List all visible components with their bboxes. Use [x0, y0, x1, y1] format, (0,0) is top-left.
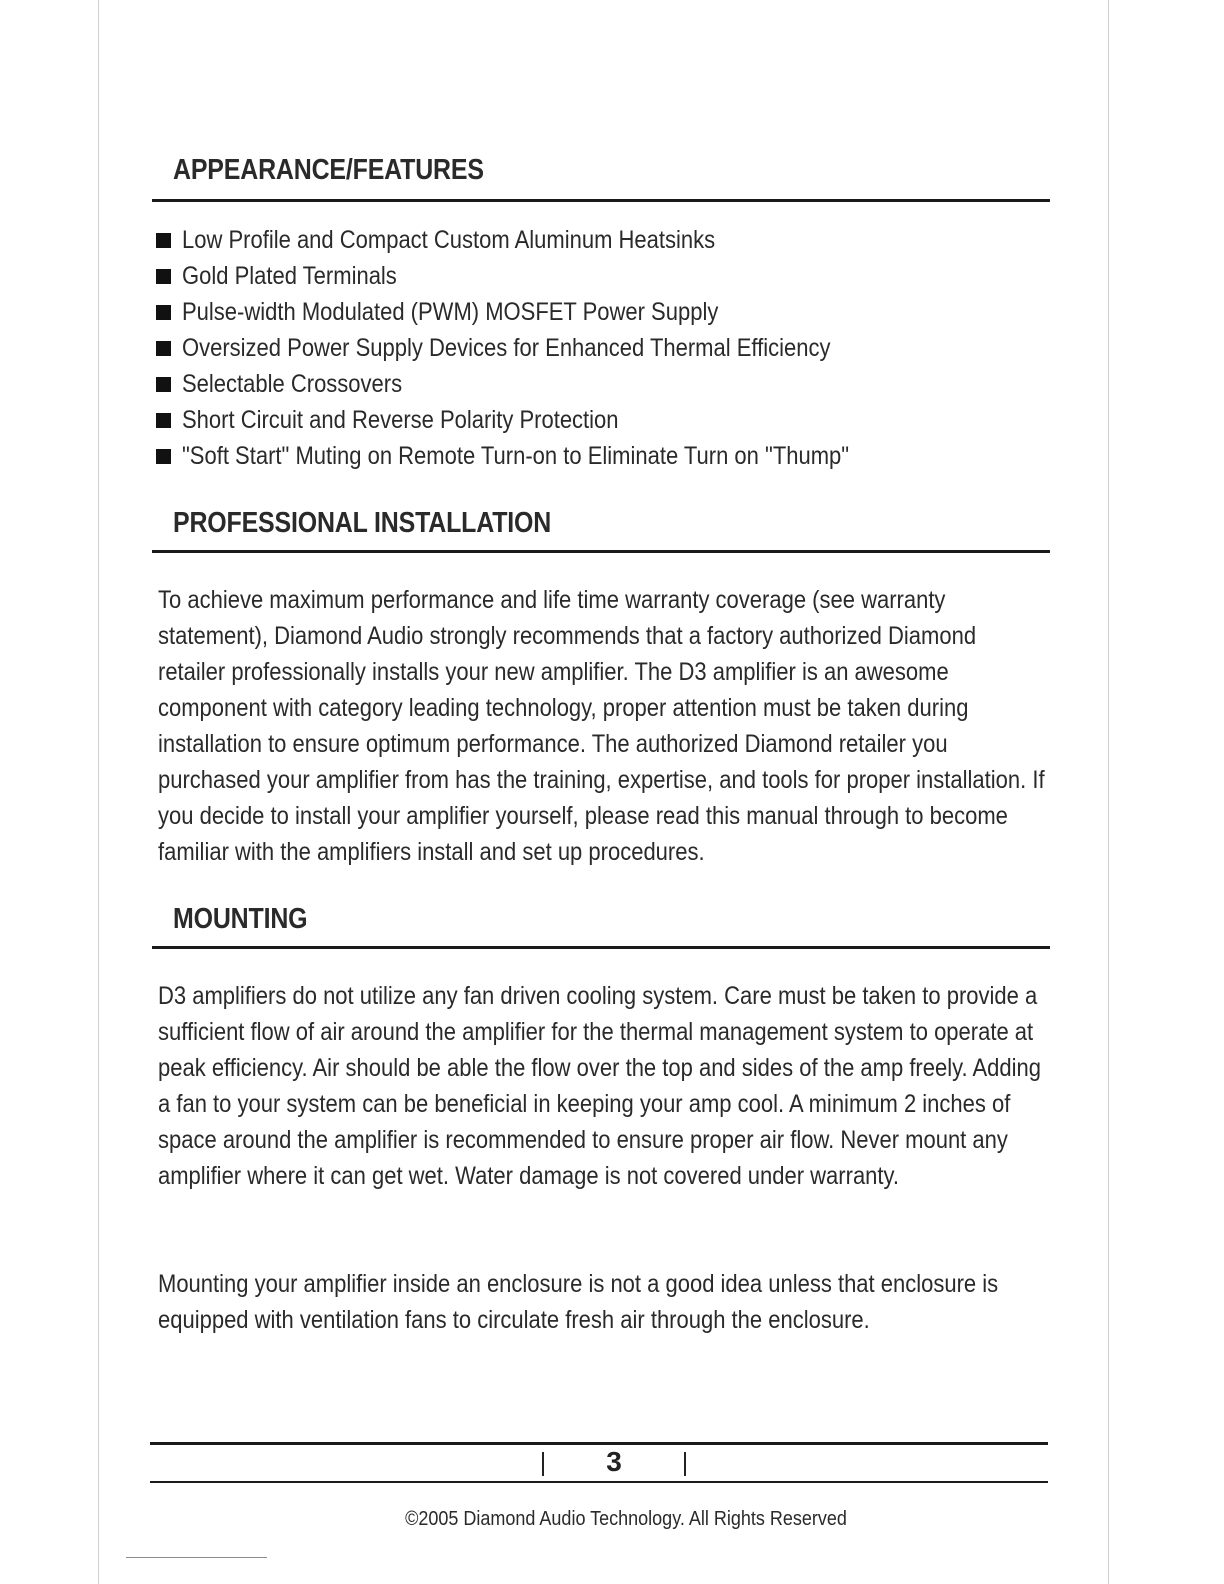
square-bullet-icon	[156, 269, 171, 284]
feature-item	[156, 438, 940, 474]
installation-rule	[152, 550, 1050, 553]
square-bullet-icon	[156, 305, 171, 320]
mounting-heading: MOUNTING	[173, 903, 308, 935]
page-number-divider-left	[542, 1452, 544, 1476]
square-bullet-icon	[156, 233, 171, 248]
feature-text: Selectable Crossovers	[182, 369, 403, 398]
square-bullet-icon	[156, 341, 171, 356]
feature-text: Low Profile and Compact Custom Aluminum Heatsinks	[182, 225, 716, 254]
feature-list	[156, 222, 940, 474]
feature-text: Pulse-width Modulated (PWM) MOSFET Power Supply	[182, 297, 719, 326]
copyright-notice: ©2005 Diamond Audio Technology. All Rights Reserved	[405, 1508, 847, 1530]
feature-item	[156, 366, 940, 402]
feature-item	[156, 222, 940, 258]
installation-paragraph: To achieve maximum performance and life time warranty coverage (see warranty statement), Diamond Audio strongly recommends that a factory authorized Diamond retailer professionally installs your new amplifier. The D3 amplifier is an awesome component with category leading technology, proper attention must be taken during installation to ensure optimum performance. The authorized Diamond retailer you purchased your amplifier from has the training, expertise, and tools for proper installation. If you decide to install your amplifier yourself, please read this manual through to become familiar with the amplifiers install and set up procedures.	[158, 586, 1045, 866]
square-bullet-icon	[156, 449, 171, 464]
mounting-rule	[152, 946, 1050, 949]
page-border-right	[1108, 0, 1109, 1584]
mounting-paragraph-2: Mounting your amplifier inside an enclosure is not a good idea unless that enclosure is equipped with ventilation fans to circulate fresh air through the enclosure.	[158, 1270, 999, 1334]
feature-text: Oversized Power Supply Devices for Enhanced Thermal Efficiency	[182, 333, 831, 362]
page-number-divider-right	[684, 1452, 686, 1476]
footer-rule-bottom	[150, 1481, 1048, 1483]
installation-heading: PROFESSIONAL INSTALLATION	[173, 507, 552, 539]
feature-item	[156, 258, 940, 294]
feature-item	[156, 330, 940, 366]
square-bullet-icon	[156, 413, 171, 428]
feature-text: "Soft Start" Muting on Remote Turn-on to Eliminate Turn on "Thump"	[182, 441, 850, 470]
feature-text: Gold Plated Terminals	[182, 261, 397, 290]
feature-text: Short Circuit and Reverse Polarity Protection	[182, 405, 619, 434]
feature-item	[156, 294, 940, 330]
appearance-rule	[152, 199, 1050, 202]
page-border-left	[98, 0, 99, 1584]
feature-item	[156, 402, 940, 438]
mounting-paragraph-1: D3 amplifiers do not utilize any fan driven cooling system. Care must be taken to provide a sufficient flow of air around the amplifier for the thermal management system to operate at peak efficiency. Air should be able the flow over the top and sides of the amp freely. Adding a fan to your system can be beneficial in keeping your amp cool. A minimum 2 inches of space around the amplifier is recommended to ensure proper air flow. Never mount any amplifier where it can get wet. Water damage is not covered under warranty.	[158, 982, 1041, 1190]
appearance-heading: APPEARANCE/FEATURES	[173, 154, 484, 186]
footer-rule-top	[150, 1442, 1048, 1445]
page-number: 3	[606, 1446, 622, 1477]
link-underline	[126, 1557, 267, 1558]
square-bullet-icon	[156, 377, 171, 392]
